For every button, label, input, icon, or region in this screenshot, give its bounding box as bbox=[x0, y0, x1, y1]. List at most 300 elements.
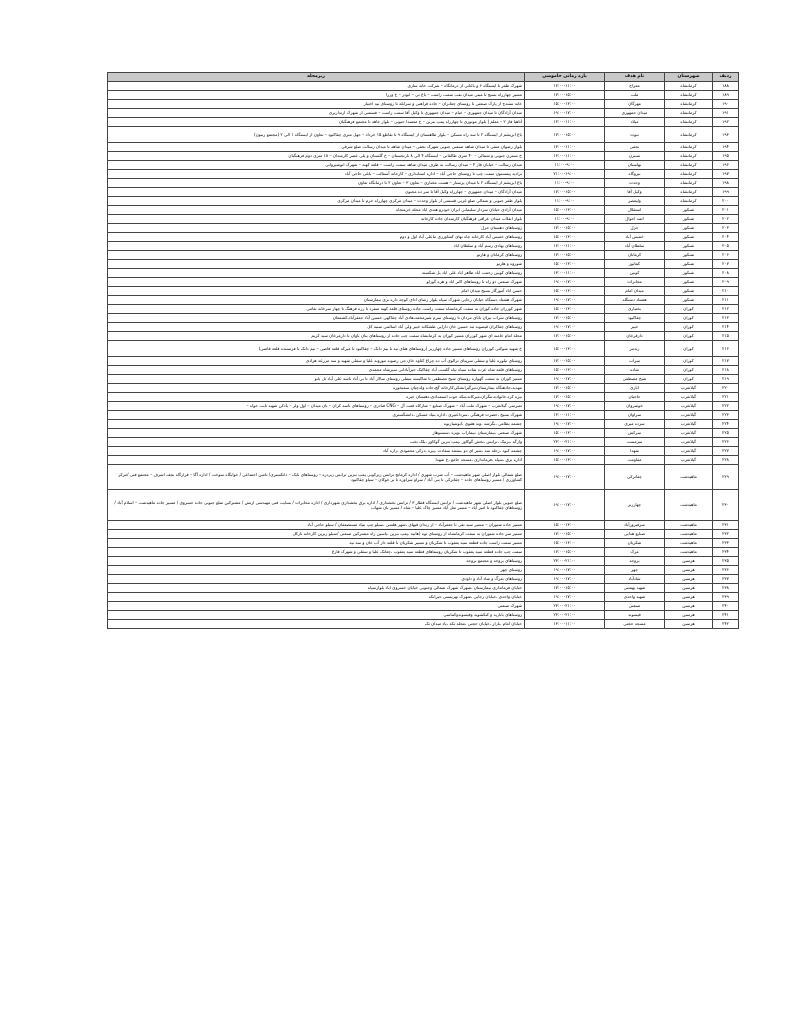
row-number-cell: ۱۹۸ bbox=[713, 179, 739, 188]
row-number-cell: ۱۹۱ bbox=[713, 109, 739, 118]
target-name-cell: شاده bbox=[605, 366, 665, 375]
target-name-cell: نیروگاه bbox=[605, 170, 665, 179]
county-cell: گیلانغرب bbox=[665, 384, 713, 393]
sub-area-cell: شوروه و هارتو bbox=[108, 260, 525, 269]
header-county: شهرستان bbox=[665, 73, 713, 82]
sub-area-cell: میدان رسالت – خیابان فاز ۴ – میدان رسالت به طرف میدان شاهد سمت راست – قلعه کهنه – شهرک انوشیروانی bbox=[108, 161, 525, 170]
sub-area-cell: محله امام خامنه ای شهر کوزران مسیر کوران به کرمانشاه سمت چپ جاده از روستاهای بنان باوان تا دارمرخان سید کریم bbox=[108, 332, 525, 341]
sub-area-cell: چشمه کبود ،رجله مند ،شیر ای دو ،بشمه سعادت ،پیره ،درکی محمودی ،زاره آباد bbox=[108, 447, 525, 456]
table-row bbox=[108, 127, 739, 143]
row-number-cell: ۲۱۰ bbox=[713, 287, 739, 296]
sub-area-cell: روستای نیلوره علیا و سفلی سرپتای ترالوی آب ده چراغ کثاوه خان جی رضوند مورونه علیا و سفلی شهید و سه مزرعه هرادی bbox=[108, 357, 525, 366]
outage-time-cell: ۱۷:۰۰-۱۵:۰۰ bbox=[525, 251, 605, 260]
row-number-cell: ۲۰۶ bbox=[713, 251, 739, 260]
outage-time-cell: ۱۹:۰۰-۱۷:۰۰ bbox=[525, 296, 605, 305]
outage-time-cell: ۱۷:۰۰-۱۵:۰۰ bbox=[525, 91, 605, 100]
outage-time-cell: ۱۷:۰۰-۱۵:۰۰ bbox=[525, 314, 605, 323]
target-name-cell: میدان امام bbox=[605, 287, 665, 296]
sub-area-cell: شهرک صنعتی ،بیمارستان ،بیماراب ،ویژه ،سنسوهار bbox=[108, 429, 525, 438]
table-row bbox=[108, 602, 739, 611]
sub-area-cell: خ شهید شوکتی کوزران روستاهای مسیر جاده چهارزبر (روستاهای هنای نیه تا نیم دانک – چقاکبود تا میرکه قلعه قاضی – نیم دانک تا فرستنده قلعه قاضی) bbox=[108, 341, 525, 357]
target-name-cell: نجفی bbox=[605, 143, 665, 152]
row-number-cell: ۲۱۸ bbox=[713, 366, 739, 375]
outage-time-cell: ۱۱:۰۰-۹:۰۰ bbox=[525, 215, 605, 224]
row-number-cell: ۲۳۳ bbox=[713, 539, 739, 548]
county-cell: گیلانغرب bbox=[665, 456, 713, 465]
target-name-cell: کوبین bbox=[605, 269, 665, 278]
county-cell: شنکور bbox=[665, 233, 713, 242]
row-number-cell: ۲۱۴ bbox=[713, 323, 739, 332]
county-cell: ماهیدشت bbox=[665, 539, 713, 548]
sub-area-cell: میدان آزادگان تا میدان جمهوری – خیام – میدان جمهوری تا وکیل آقا سمت راست – قسمتی از شهرک ارتداریری bbox=[108, 109, 525, 118]
county-cell: گیلانغرب bbox=[665, 447, 713, 456]
target-name-cell: مسجد حجتی bbox=[605, 620, 665, 629]
county-cell: کوران bbox=[665, 314, 713, 323]
outage-time-cell: ۱۷:۰۰-۱۵:۰۰ bbox=[525, 224, 605, 233]
table-row bbox=[108, 332, 739, 341]
county-cell: گیلانغرب bbox=[665, 438, 713, 447]
row-number-cell: ۲۰۹ bbox=[713, 278, 739, 287]
table-row bbox=[108, 152, 739, 161]
county-cell: شنکور bbox=[665, 242, 713, 251]
row-number-cell: ۲۰۰ bbox=[713, 197, 739, 206]
sub-area-cell: شهرک ظفر تا ایستگاه ۶ و باغاتی از درمانگاه – شرکت خانه سازی bbox=[108, 82, 525, 91]
target-name-cell: هشتاد دستگاه bbox=[605, 296, 665, 305]
table-row bbox=[108, 260, 739, 269]
sub-area-cell: خیابان فرمانداری بیمارستان ،شهرک شهرک شمالی وجنوبی خیابان خسروی اباد بلوارسپاه bbox=[108, 584, 525, 593]
table-row bbox=[108, 170, 739, 179]
outage-time-cell: ۲۳:۰۰-۲۱:۰۰ bbox=[525, 602, 605, 611]
table-row bbox=[108, 384, 739, 393]
county-cell: گیلانغرب bbox=[665, 393, 713, 402]
target-name-cell: جزل bbox=[605, 224, 665, 233]
county-cell: کرمانشاه bbox=[665, 143, 713, 152]
outage-time-cell: ۱۵:۰۰-۱۳:۰۰ bbox=[525, 341, 605, 357]
county-cell: شنکور bbox=[665, 206, 713, 215]
outage-time-cell: ۱۵:۰۰-۱۳:۰۰ bbox=[525, 206, 605, 215]
target-name-cell: چقاکبود bbox=[605, 314, 665, 323]
outage-time-cell: ۱۵:۰۰-۱۳:۰۰ bbox=[525, 521, 605, 530]
table-row bbox=[108, 611, 739, 620]
county-cell: کرمانشاه bbox=[665, 188, 713, 197]
sub-area-cell: شهرک هشتاد دستگاه خیابان رجایی شهرک سپاه بلوار رضای ادای کوچه داره بری بیمارستان bbox=[108, 296, 525, 305]
header-outage-time: بازه زمانی خاموشی bbox=[525, 73, 605, 82]
table-row bbox=[108, 456, 739, 465]
sub-area-cell: باغ ابریشم از ایستگاه ۲ تا سه راه مسکن – بلوار طاهستان از ایستگاه ۹ تا تقاطع ۱۵ خرداد – جهل متری چقاکبود – تعاون از ایستگاه ۱ الی ۲ (مجتمع زیتون) bbox=[108, 127, 525, 143]
county-cell: هرسین bbox=[665, 566, 713, 575]
row-number-cell: ۲۲۹ bbox=[713, 465, 739, 490]
target-name-cell: سرمست bbox=[605, 438, 665, 447]
county-cell: شنکور bbox=[665, 215, 713, 224]
outage-time-cell: ۱۳:۰۰-۱۱:۰۰ bbox=[525, 269, 605, 278]
target-name-cell: حاجیان bbox=[605, 393, 665, 402]
table-row bbox=[108, 375, 739, 384]
target-name-cell: فیسوند bbox=[605, 611, 665, 620]
sub-area-cell: مسیر سمت راست جاده قطعه سید یعقوب تا شکریان و مسیر شکریان تا قلعه دار آب خان و سه نیه bbox=[108, 539, 525, 548]
row-number-cell: ۲۳۰ bbox=[713, 490, 739, 521]
row-number-cell: ۲۰۴ bbox=[713, 233, 739, 242]
county-cell: کوران bbox=[665, 332, 713, 341]
sub-area-cell: میدان آزادگان – میدان جمهوری – چهارراه وکیل آقا تا سر ده مجنون bbox=[108, 188, 525, 197]
row-number-cell: ۲۰۸ bbox=[713, 269, 739, 278]
row-number-cell: ۱۹۳ bbox=[713, 127, 739, 143]
outage-time-cell: ۱۵:۰۰-۱۳:۰۰ bbox=[525, 539, 605, 548]
sub-area-cell: اداره برق ،سپاه ،فرمانداری ،مسجد جامع ،خ شهدا bbox=[108, 456, 525, 465]
target-name-cell: چقاترکی bbox=[605, 465, 665, 490]
target-name-cell: رندمر bbox=[605, 341, 665, 357]
county-cell: هرسین bbox=[665, 575, 713, 584]
table-row bbox=[108, 233, 739, 242]
target-name-cell: معراج bbox=[605, 82, 665, 91]
target-name-cell: نهاستان bbox=[605, 161, 665, 170]
table-body bbox=[108, 82, 739, 629]
table-row bbox=[108, 402, 739, 411]
row-number-cell: ۲۲۷ bbox=[713, 447, 739, 456]
county-cell: کرمانشاه bbox=[665, 170, 713, 179]
target-name-cell: صنعتی bbox=[605, 602, 665, 611]
outage-time-cell: ۱۷:۰۰-۱۵:۰۰ bbox=[525, 548, 605, 557]
target-name-cell: مجابرات bbox=[605, 278, 665, 287]
county-cell: کرمانشاه bbox=[665, 161, 713, 170]
sub-area-cell: شهرک صنعتی دو راه تا روستاهای اکبر اباد و هره گوزلو bbox=[108, 278, 525, 287]
row-number-cell: ۲۰۲ bbox=[713, 215, 739, 224]
county-cell: شنکور bbox=[665, 251, 713, 260]
table-row bbox=[108, 566, 739, 575]
table-row bbox=[108, 539, 739, 548]
target-name-cell: استقلال bbox=[605, 206, 665, 215]
table-row bbox=[108, 530, 739, 539]
sub-area-cell: روستاهای کوبین رحمت اباد ظاهر اباد علی اباد بل شکسته bbox=[108, 269, 525, 278]
outage-time-cell: ۱۵:۰۰-۱۳:۰۰ bbox=[525, 100, 605, 109]
sub-area-cell: مسیر سر جاده شتوران به سمت کرمانشاه از روستای توه (هانیه ،پمپ بنزین ،یاسین راه مشترکین صنعتی /سیلو زیرین کارخانه نارکل bbox=[108, 530, 525, 539]
row-number-cell: ۲۴۱ bbox=[713, 611, 739, 620]
outage-schedule-table bbox=[107, 72, 739, 629]
sub-area-cell: روستای چهر bbox=[108, 566, 525, 575]
table-row bbox=[108, 143, 739, 152]
table-row bbox=[108, 100, 739, 109]
table-row bbox=[108, 557, 739, 566]
header-row-number: ردیف bbox=[713, 73, 739, 82]
target-name-cell: سراوان bbox=[605, 411, 665, 420]
target-name-cell: صنایع هدایی bbox=[605, 530, 665, 539]
outage-time-cell: ۱۹:۰۰-۱۷:۰۰ bbox=[525, 323, 605, 332]
target-name-cell: کرمانان bbox=[605, 251, 665, 260]
target-name-cell: نبوت bbox=[605, 127, 665, 143]
county-cell: گیلانغرب bbox=[665, 402, 713, 411]
county-cell: هرسین bbox=[665, 611, 713, 620]
county-cell: ماهیدشت bbox=[665, 530, 713, 539]
target-name-cell: وحدت bbox=[605, 179, 665, 188]
row-number-cell: ۲۱۷ bbox=[713, 357, 739, 366]
table-row bbox=[108, 575, 739, 584]
row-number-cell: ۱۹۶ bbox=[713, 161, 739, 170]
table-row bbox=[108, 584, 739, 593]
row-number-cell: ۱۸۹ bbox=[713, 91, 739, 100]
row-number-cell: ۲۱۹ bbox=[713, 375, 739, 384]
row-number-cell: ۲۳۷ bbox=[713, 575, 739, 584]
sub-area-cell: شهرک صنعتی bbox=[108, 602, 525, 611]
outage-time-cell: ۱۹:۰۰-۱۷:۰۰ bbox=[525, 420, 605, 429]
table-row bbox=[108, 215, 739, 224]
county-cell: شنکور bbox=[665, 269, 713, 278]
sub-area-cell: روستاهای بابازید و کنکشوید وفیسوندوکماسی bbox=[108, 611, 525, 620]
row-number-cell: ۲۱۲ bbox=[713, 305, 739, 314]
target-name-cell: خمیس آباد bbox=[605, 233, 665, 242]
table-row bbox=[108, 287, 739, 296]
county-cell: شنکور bbox=[665, 224, 713, 233]
row-number-cell: ۲۳۴ bbox=[713, 548, 739, 557]
row-number-cell: ۲۱۳ bbox=[713, 314, 739, 323]
sub-area-cell: شهرک بسیج ،حضرت فرهنگی ،سرداعبیری ،اداره بنیاد مسکن ،دانشگستری bbox=[108, 411, 525, 420]
target-name-cell: بختیاری bbox=[605, 305, 665, 314]
sub-area-cell: حسن اباد آموزگار بسیج میدان امام bbox=[108, 287, 525, 296]
target-name-cell: ولیعصر bbox=[605, 197, 665, 206]
outage-time-cell: ۱۵:۰۰-۱۳:۰۰ bbox=[525, 233, 605, 242]
table-row bbox=[108, 305, 739, 314]
target-name-cell: وکیل آقا bbox=[605, 188, 665, 197]
county-cell: شنکور bbox=[665, 260, 713, 269]
row-number-cell: ۲۳۵ bbox=[713, 557, 739, 566]
outage-time-cell: ۱۹:۰۰-۱۷:۰۰ bbox=[525, 109, 605, 118]
target-name-cell: بروجه bbox=[605, 557, 665, 566]
outage-time-cell: ۱۹:۰۰-۱۷:۰۰ bbox=[525, 402, 605, 411]
sub-area-cell: وارگه ،برنیک ،ترانس ،بخش گوکاور ،پمپ بنزین گوکاور ،بلک تخت bbox=[108, 438, 525, 447]
county-cell: کرمانشاه bbox=[665, 109, 713, 118]
outage-time-cell: ۱۳:۰۰-۱۱:۰۰ bbox=[525, 152, 605, 161]
table-row bbox=[108, 447, 739, 456]
sub-area-cell: مسیر کوران به سمت گهواره روستای شیخ مصطفی تا شاکیسه سفلی روستای سالار آباد تا نی آباد ناسه علی آباد تل بانو bbox=[108, 375, 525, 384]
sub-area-cell: بلوار ظفر جنوبی و شمالی ضلع غربی قسمتی از بلوار وحدت – میدان مرکزی چهارراه خرم تا میدان مرکزی bbox=[108, 197, 525, 206]
county-cell: هرسین bbox=[665, 620, 713, 629]
sub-area-cell: شهر کوزران جاده کوران به سمت کرمانشاه سمت راست جاده روستای قلعه کهنه منفرد تا زره فرهنگ تا چهار سرخانه تغامی bbox=[108, 305, 525, 314]
target-name-cell: سلطان آباد bbox=[605, 242, 665, 251]
outage-time-cell: ۱۷:۰۰-۱۵:۰۰ bbox=[525, 357, 605, 366]
sub-area-cell: ضلع جنوبی بلوار اصلی شهر ماهیدشت / ترانس ایستگاه قطار ۳ / ترانس بخشداری / اداره برق بخشداری شهرداری / اداره مخابرات / بسایت فنی مهندسی ارتش / مشترکین ضلع جنوبی جاده خسروی / مسیر جاده ماهیدشت – اسلام آباد / روستاهای چقاکبود تا امیر آباد – مسیر تعل آباد مسیر چاک علیا – شاه / مسیر بان شهاب bbox=[108, 490, 525, 521]
outage-time-cell: ۲۳:۰۰-۲۱:۰۰ bbox=[525, 557, 605, 566]
outage-time-cell: ۱۹:۰۰-۱۷:۰۰ bbox=[525, 278, 605, 287]
outage-time-cell: ۱۷:۰۰-۱۵:۰۰ bbox=[525, 530, 605, 539]
outage-time-cell: ۱۱:۰۰-۹:۰۰ bbox=[525, 197, 605, 206]
county-cell: هرسین bbox=[665, 584, 713, 593]
table-row bbox=[108, 465, 739, 490]
row-number-cell: ۲۲۳ bbox=[713, 411, 739, 420]
target-name-cell: شیخ مصطفی bbox=[605, 375, 665, 384]
target-name-cell: میدان جمهوری bbox=[605, 109, 665, 118]
sub-area-cell: خیابان واحدی ،خیابان رجایی ،شهرک بهزیستی جیرانکه bbox=[108, 593, 525, 602]
row-number-cell: ۱۹۰ bbox=[713, 100, 739, 109]
target-name-cell: شهید بهشتی bbox=[605, 584, 665, 593]
header-target-name: نام هدف bbox=[605, 73, 665, 82]
table-row bbox=[108, 341, 739, 357]
outage-time-cell: ۱۵:۰۰-۱۳:۰۰ bbox=[525, 287, 605, 296]
row-number-cell: ۲۰۳ bbox=[713, 224, 739, 233]
target-name-cell: ملت bbox=[605, 91, 665, 100]
row-number-cell: ۲۱۵ bbox=[713, 332, 739, 341]
sub-area-cell: خیابان امام ،بازار ،خیابان حجتی ،محله تکه ،باد میدان تک bbox=[108, 620, 525, 629]
target-name-cell: سرکش bbox=[605, 429, 665, 438]
outage-time-cell: ۱۳:۰۰-۱۱:۰۰ bbox=[525, 242, 605, 251]
outage-time-cell: ۱۹:۰۰-۱۷:۰۰ bbox=[525, 566, 605, 575]
table-row bbox=[108, 521, 739, 530]
county-cell: شنکور bbox=[665, 278, 713, 287]
sub-area-cell: مهدیه،جادهنگاه بیمارستان،تیرگیرانشکر،کارخانه گچ،جاده ولدچیان سمبخوره bbox=[108, 384, 525, 393]
target-name-cell: سرفیروزآباد bbox=[605, 521, 665, 530]
outage-time-cell: ۱۹:۰۰-۱۷:۰۰ bbox=[525, 375, 605, 384]
row-number-cell: ۲۰۵ bbox=[713, 242, 739, 251]
outage-time-cell: ۱۵:۰۰-۱۳:۰۰ bbox=[525, 366, 605, 375]
county-cell: ماهیدشت bbox=[665, 521, 713, 530]
outage-time-cell: ۱۷:۰۰-۱۵:۰۰ bbox=[525, 332, 605, 341]
county-cell: کرمانشاه bbox=[665, 152, 713, 161]
target-name-cell: چهارزبر bbox=[605, 490, 665, 521]
table-row bbox=[108, 242, 739, 251]
target-name-cell: شکریان bbox=[605, 539, 665, 548]
outage-time-cell: ۱۳:۰۰-۱۱:۰۰ bbox=[525, 118, 605, 127]
row-number-cell: ۱۹۹ bbox=[713, 188, 739, 197]
table-row bbox=[108, 438, 739, 447]
table-row bbox=[108, 357, 739, 366]
outage-time-cell: ۱۹:۰۰-۱۷:۰۰ bbox=[525, 490, 605, 521]
target-name-cell: شادآباد bbox=[605, 575, 665, 584]
sub-area-cell: ضلع شمالی بلوار اصلی شهر ماهیدشت – آب شرب شهری / اداره کرمانچ ترانس زیرکونی پمپ بنزین ترانس زبردره – روستاهای بابک – دانکستری/ تامین اجتماعی / خوابگاه سوخت / اداره آگا – قرارگاه نجف اشرف – مجتمع فنی /مرکز کشاورزی / مسیر روستاهای جاده – چقاترکی تا بنی آباد / سراو سراوره تا یر خوکان – سیاو چقاکبود bbox=[108, 465, 525, 490]
sub-area-cell: روستاهای نعرگ و شاد آباد و داودی bbox=[108, 575, 525, 584]
sub-area-cell: روستاهای چقاکران قیصوند ثبه حسین خان دارایی طشکانه خیبر ولی آباد اسالمی سنبه کل bbox=[108, 323, 525, 332]
row-number-cell: ۲۴۲ bbox=[713, 620, 739, 629]
outage-time-cell: ۲۱:۰۰-۱۹:۰۰ bbox=[525, 170, 605, 179]
outage-time-cell: ۱۷:۰۰-۱۵:۰۰ bbox=[525, 127, 605, 143]
sub-area-cell: روستاهای سراب نیران بابای مردان تا روستای سرم شیرمحمد،هادی آباد چقاکهی حسین آباد جعفرآباد،کشمعان bbox=[108, 314, 525, 323]
sub-area-cell: مسیر چهارراه بسیج تا میتی میدان نفت سمت راست – باغ نی – ابوذر – خ وزرا bbox=[108, 91, 525, 100]
outage-time-cell: ۱۱:۰۰-۹:۰۰ bbox=[525, 179, 605, 188]
target-name-cell: کماتور bbox=[605, 260, 665, 269]
row-number-cell: ۱۸۸ bbox=[713, 82, 739, 91]
table-row bbox=[108, 323, 739, 332]
outage-time-cell: ۱۹:۰۰-۱۷:۰۰ bbox=[525, 575, 605, 584]
row-number-cell: ۱۹۷ bbox=[713, 170, 739, 179]
target-name-cell: سراب bbox=[605, 357, 665, 366]
sub-area-cell: روستاهای بهادی رسم آباد و سلطان اباد bbox=[108, 242, 525, 251]
row-number-cell: ۲۱۱ bbox=[713, 296, 739, 305]
table-row bbox=[108, 91, 739, 100]
target-name-cell: خوشروان bbox=[605, 402, 665, 411]
target-name-cell: سرده میری bbox=[605, 420, 665, 429]
outage-time-cell: ۲۳:۰۰-۲۱:۰۰ bbox=[525, 611, 605, 620]
county-cell: کوران bbox=[665, 366, 713, 375]
outage-time-cell: ۱۳:۰۰-۱۱:۰۰ bbox=[525, 411, 605, 420]
row-number-cell: ۲۳۲ bbox=[713, 530, 739, 539]
target-name-cell: دارقرخان bbox=[605, 332, 665, 341]
target-name-cell: نسترن bbox=[605, 152, 665, 161]
table-row bbox=[108, 251, 739, 260]
outage-time-cell: ۱۹:۰۰-۱۷:۰۰ bbox=[525, 447, 605, 456]
outage-time-cell: ۱۵:۰۰-۱۳:۰۰ bbox=[525, 429, 605, 438]
sub-area-cell: برادید پیمستون سمت چپ تا روستای حاجی آباد – اداره استانداری – کارخانه آسفالت – بابلی حاجی آباد bbox=[108, 170, 525, 179]
county-cell: کرمانشاه bbox=[665, 179, 713, 188]
sub-area-cell: روستاهای کرمانان و هارتو bbox=[108, 251, 525, 260]
outage-time-cell: ۱۳:۰۰-۱۱:۰۰ bbox=[525, 82, 605, 91]
table-row bbox=[108, 296, 739, 305]
target-name-cell: شهید واحدی bbox=[605, 593, 665, 602]
county-cell: گیلانغرب bbox=[665, 411, 713, 420]
target-name-cell: چهر bbox=[605, 566, 665, 575]
sub-area-cell: میدان آزادی خیابان سردار سلیمانی ایران خودرو هندی اباد محله خرمتجاه bbox=[108, 206, 525, 215]
county-cell: کرمانشاه bbox=[665, 127, 713, 143]
row-number-cell: ۱۹۴ bbox=[713, 143, 739, 152]
outage-time-cell: ۱۵:۰۰-۱۳:۰۰ bbox=[525, 305, 605, 314]
table-row bbox=[108, 420, 739, 429]
sub-area-cell: آتاهیا فاز ۲ – معلم | بلوار موتوری تا چهارراه پمپ بنزین – خ معصدا جنوبی – بلوار جاهد تا مجتمع فرهنگیان bbox=[108, 118, 525, 127]
sub-area-cell: سمت چپ جاده قطعه سید یعقوب تا شکریان روستاهای قطعه سید یعقوب ،چغانک علیا و سفلی و شهرک فارغ bbox=[108, 548, 525, 557]
target-name-cell: مهرگان bbox=[605, 100, 665, 109]
sub-area-cell: خ نسترن جنوبی و شمالی – ۴۰ متری طالقانی – ایستگاه ۴ الی ۸ نارنجستان – خ گلستان و پلی عصر کارمندان – ۱۸ متری دوم فرهنگیان bbox=[108, 152, 525, 161]
county-cell: هرسین bbox=[665, 602, 713, 611]
sub-area-cell: تعبرسی گیلانغرب – شهرک ملت آباد – شهرک صنایع – شارکاه فعت آل – CNG فنادری – روستاهای ناسه کران – بان میدان – اول ولر – بادکن شهید ثابت خواه – bbox=[108, 402, 525, 411]
row-number-cell: ۲۲۵ bbox=[713, 429, 739, 438]
county-cell: ماهیدشت bbox=[665, 465, 713, 490]
county-cell: شنکور bbox=[665, 287, 713, 296]
target-name-cell: شهدا bbox=[605, 447, 665, 456]
row-number-cell: ۲۲۸ bbox=[713, 456, 739, 465]
table-row bbox=[108, 82, 739, 91]
county-cell: شنکور bbox=[665, 296, 713, 305]
county-cell: کرمانشاه bbox=[665, 197, 713, 206]
table-row bbox=[108, 179, 739, 188]
outage-time-cell: ۲۳:۰۰-۲۱:۰۰ bbox=[525, 438, 605, 447]
sub-area-cell: بلوار رضوان منفی تا میدان شاهد صنعتی جنوبی شهرک نجفی – میدان شاهد تا میدان رسالت ضلع شرقی bbox=[108, 143, 525, 152]
table-row bbox=[108, 109, 739, 118]
sub-area-cell: مسیر جاده شتوران – مسیر سید تقی تا جعفرآباد – از زندان قیهای ،شهر هلشی ،سیلو چپ بنیاد مستضعفان / سیلو حاجی آباد bbox=[108, 521, 525, 530]
county-cell: کرمانشاه bbox=[665, 82, 713, 91]
outage-time-cell: ۱۵:۰۰-۱۳:۰۰ bbox=[525, 260, 605, 269]
county-cell: کوران bbox=[665, 375, 713, 384]
outage-time-cell: ۱۳:۰۰-۱۱:۰۰ bbox=[525, 143, 605, 152]
county-cell: هرسین bbox=[665, 557, 713, 566]
target-name-cell: خیبر bbox=[605, 323, 665, 332]
county-cell: هرسین bbox=[665, 593, 713, 602]
table-row bbox=[108, 593, 739, 602]
county-cell: گیلانغرب bbox=[665, 420, 713, 429]
outage-time-cell: ۱۷:۰۰-۱۵:۰۰ bbox=[525, 188, 605, 197]
row-number-cell: ۱۹۵ bbox=[713, 152, 739, 161]
table-row bbox=[108, 278, 739, 287]
sub-area-cell: روستاهای قلعه شاه عزت شاده سپاه نیاه گلست آباد چقاکبک حیرآبادانی سیرشاه محمدی bbox=[108, 366, 525, 375]
outage-time-cell: ۱۳:۰۰-۱۱:۰۰ bbox=[525, 620, 605, 629]
row-number-cell: ۲۱۶ bbox=[713, 341, 739, 357]
sub-area-cell: بیره کرد،خانواده،تنگران،میرکانه،تنکه جوب استمدادی،دهستان خیره bbox=[108, 393, 525, 402]
row-number-cell: ۲۲۲ bbox=[713, 402, 739, 411]
header-sub-area: زیرمحله bbox=[108, 73, 525, 82]
table-row bbox=[108, 118, 739, 127]
row-number-cell: ۲۲۴ bbox=[713, 420, 739, 429]
table-row bbox=[108, 620, 739, 629]
county-cell: کرمانشاه bbox=[665, 100, 713, 109]
target-name-cell: میلاد bbox=[605, 118, 665, 127]
target-name-cell: اتمد احوال bbox=[605, 215, 665, 224]
outage-time-cell: ۱۷:۰۰-۱۵:۰۰ bbox=[525, 384, 605, 393]
table-row bbox=[108, 314, 739, 323]
row-number-cell: ۲۳۱ bbox=[713, 521, 739, 530]
row-number-cell: ۲۰۷ bbox=[713, 260, 739, 269]
row-number-cell: ۲۳۸ bbox=[713, 584, 739, 593]
county-cell: کوران bbox=[665, 341, 713, 357]
table-row bbox=[108, 429, 739, 438]
row-number-cell: ۲۲۰ bbox=[713, 384, 739, 393]
county-cell: ماهیدشت bbox=[665, 490, 713, 521]
county-cell: گیلانغرب bbox=[665, 429, 713, 438]
sub-area-cell: چشمه نظامی ،نگرشه ،وند هقوی ،ابوشیارتوه bbox=[108, 420, 525, 429]
county-cell: کوران bbox=[665, 305, 713, 314]
table-row bbox=[108, 490, 739, 521]
